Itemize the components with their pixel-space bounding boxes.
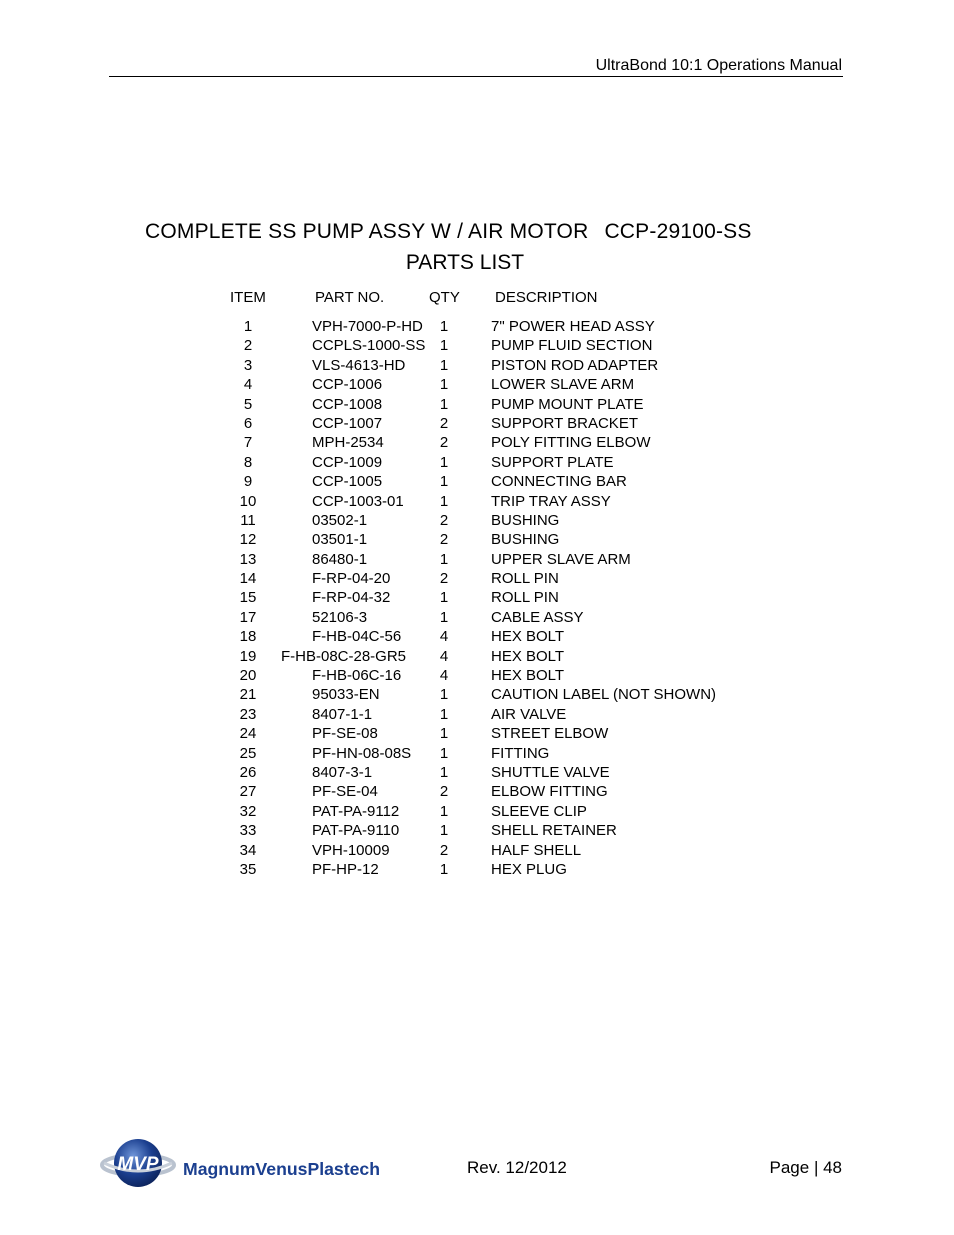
- item-cell: 24: [239, 725, 257, 743]
- description-cell: SHUTTLE VALVE: [491, 763, 610, 781]
- table-row: [0, 550, 954, 569]
- part-number-cell: 95033-EN: [312, 686, 380, 704]
- table-row: [0, 356, 954, 375]
- part-number-cell: 03502-1: [312, 511, 368, 529]
- item-cell: 26: [239, 763, 257, 781]
- qty-cell: 1: [439, 705, 449, 723]
- item-cell: 17: [239, 608, 257, 626]
- description-cell: ELBOW FITTING: [491, 783, 608, 801]
- item-cell: 11: [240, 511, 256, 529]
- assembly-name: COMPLETE SS PUMP ASSY W / AIR MOTOR: [145, 220, 589, 243]
- item-cell: 25: [239, 744, 257, 762]
- qty-cell: 2: [439, 414, 449, 432]
- description-cell: PUMP MOUNT PLATE: [491, 395, 644, 413]
- table-row: [0, 588, 954, 607]
- part-number-cell: 8407-1-1: [312, 705, 373, 723]
- part-number-cell: PF-SE-04: [312, 783, 378, 801]
- item-cell: 21: [239, 686, 257, 704]
- item-cell: 6: [243, 414, 253, 432]
- part-number-cell: 52106-3: [312, 608, 368, 626]
- part-number-cell: CCP-1006: [312, 376, 383, 394]
- qty-cell: 1: [439, 550, 449, 568]
- column-header-item: ITEM: [230, 289, 266, 306]
- column-header-qty: QTY: [429, 289, 460, 306]
- part-number-cell: MPH-2534: [312, 434, 384, 452]
- item-cell: 8: [243, 453, 253, 471]
- qty-cell: 1: [439, 860, 449, 878]
- magnum-venus-plastech-logo: [100, 1133, 390, 1195]
- description-cell: HEX BOLT: [491, 647, 565, 665]
- part-number-cell: CCP-1003-01: [312, 492, 404, 510]
- description-cell: PISTON ROD ADAPTER: [491, 356, 659, 374]
- table-row: [0, 782, 954, 801]
- table-row: [0, 530, 954, 549]
- item-cell: 15: [239, 589, 257, 607]
- qty-cell: 1: [439, 453, 449, 471]
- part-number-cell: F-RP-04-20: [312, 570, 391, 588]
- item-cell: 19: [239, 647, 257, 665]
- qty-cell: 1: [439, 337, 449, 355]
- description-cell: PUMP FLUID SECTION: [491, 337, 653, 355]
- item-cell: 10: [239, 492, 257, 510]
- description-cell: POLY FITTING ELBOW: [491, 434, 651, 452]
- item-cell: 32: [239, 802, 257, 820]
- qty-cell: 1: [439, 608, 449, 626]
- table-row: [0, 860, 954, 879]
- page-number: Page | 48: [769, 1158, 842, 1177]
- item-cell: 35: [239, 860, 257, 878]
- part-number-cell: 8407-3-1: [312, 763, 373, 781]
- header-rule: [109, 76, 843, 77]
- part-number-cell: PF-HN-08-08S: [312, 744, 412, 762]
- qty-cell: 1: [439, 492, 449, 510]
- item-cell: 33: [239, 822, 257, 840]
- description-cell: CONNECTING BAR: [491, 473, 627, 491]
- table-row: [0, 453, 954, 472]
- table-row: [0, 841, 954, 860]
- qty-cell: 1: [439, 802, 449, 820]
- description-cell: ROLL PIN: [491, 589, 559, 607]
- table-row: [0, 414, 954, 433]
- logo-company-name: MagnumVenusPlastech: [183, 1159, 380, 1179]
- part-number-cell: CCP-1005: [312, 473, 383, 491]
- part-number-cell: VLS-4613-HD: [312, 356, 406, 374]
- description-cell: BUSHING: [491, 531, 560, 549]
- qty-cell: 2: [439, 783, 449, 801]
- assembly-part-code: CCP-29100-SS: [604, 220, 752, 243]
- table-row: [0, 821, 954, 840]
- part-number-cell: PAT-PA-9110: [312, 822, 400, 840]
- qty-cell: 2: [439, 570, 449, 588]
- description-cell: STREET ELBOW: [491, 725, 609, 743]
- description-cell: LOWER SLAVE ARM: [491, 376, 635, 394]
- table-row: [0, 627, 954, 646]
- table-row: [0, 705, 954, 724]
- description-cell: FITTING: [491, 744, 550, 762]
- item-cell: 7: [243, 434, 253, 452]
- table-row: [0, 492, 954, 511]
- item-cell: 27: [239, 783, 257, 801]
- qty-cell: 1: [439, 395, 449, 413]
- table-row: [0, 472, 954, 491]
- item-cell: 12: [239, 531, 257, 549]
- qty-cell: 4: [439, 647, 449, 665]
- table-row: [0, 375, 954, 394]
- qty-cell: 1: [439, 356, 449, 374]
- description-cell: ROLL PIN: [491, 570, 559, 588]
- table-row: [0, 802, 954, 821]
- qty-cell: 2: [439, 531, 449, 549]
- table-row: [0, 317, 954, 336]
- description-cell: BUSHING: [491, 511, 560, 529]
- table-row: [0, 511, 954, 530]
- part-number-cell: 03501-1: [312, 531, 368, 549]
- description-cell: CABLE ASSY: [491, 608, 584, 626]
- description-cell: AIR VALVE: [491, 705, 567, 723]
- qty-cell: 1: [439, 318, 449, 335]
- manual-title: UltraBond 10:1 Operations Manual: [595, 57, 842, 74]
- part-number-cell: CCP-1007: [312, 414, 383, 432]
- table-row: [0, 763, 954, 782]
- part-number-cell: F-HB-04C-56: [312, 628, 402, 646]
- table-row: [0, 336, 954, 355]
- qty-cell: 2: [439, 434, 449, 452]
- part-number-cell: CCP-1008: [312, 395, 383, 413]
- description-cell: SUPPORT PLATE: [491, 453, 614, 471]
- assembly-title: [145, 220, 752, 244]
- part-number-cell: 86480-1: [312, 550, 368, 568]
- table-row: [0, 647, 954, 666]
- table-row: [0, 433, 954, 452]
- column-header-description: DESCRIPTION: [495, 289, 598, 306]
- part-number-cell: CCPLS-1000-SS: [312, 337, 426, 355]
- description-cell: SHELL RETAINER: [491, 822, 617, 840]
- parts-table-header: [0, 288, 954, 317]
- description-cell: HEX PLUG: [491, 860, 567, 878]
- item-cell: 34: [239, 841, 257, 859]
- description-cell: SLEEVE CLIP: [491, 802, 587, 820]
- revision-label: Rev. 12/2012: [467, 1158, 567, 1177]
- item-cell: 2: [243, 337, 253, 355]
- qty-cell: 1: [439, 763, 449, 781]
- description-cell: HEX BOLT: [491, 628, 565, 646]
- description-cell: UPPER SLAVE ARM: [491, 550, 631, 568]
- qty-cell: 1: [439, 744, 449, 762]
- part-number-cell: VPH-7000-P-HD: [312, 318, 423, 335]
- qty-cell: 1: [439, 473, 449, 491]
- part-number-cell: F-HB-06C-16: [312, 667, 402, 685]
- description-cell: HEX BOLT: [491, 667, 565, 685]
- qty-cell: 4: [439, 667, 449, 685]
- column-header-part-no: PART NO.: [315, 289, 385, 306]
- table-row: [0, 744, 954, 763]
- qty-cell: 1: [439, 725, 449, 743]
- parts-list-heading: PARTS LIST: [405, 251, 525, 274]
- table-row: [0, 395, 954, 414]
- description-cell: SUPPORT BRACKET: [491, 414, 638, 432]
- qty-cell: 4: [439, 628, 449, 646]
- item-cell: 3: [243, 356, 253, 374]
- description-cell: HALF SHELL: [491, 841, 582, 859]
- part-number-cell: PF-SE-08: [312, 725, 378, 743]
- item-cell: 1: [243, 318, 253, 335]
- item-cell: 20: [239, 667, 257, 685]
- qty-cell: 2: [439, 841, 449, 859]
- part-number-cell: PAT-PA-9112: [312, 802, 400, 820]
- description-cell: 7" POWER HEAD ASSY: [491, 318, 655, 335]
- table-row: [0, 608, 954, 627]
- logo-badge-text: MVP: [117, 1154, 159, 1175]
- part-number-cell: F-RP-04-32: [312, 589, 391, 607]
- item-cell: 4: [243, 376, 253, 394]
- item-cell: 9: [243, 473, 253, 491]
- item-cell: 18: [239, 628, 257, 646]
- qty-cell: 1: [439, 376, 449, 394]
- qty-cell: 1: [439, 589, 449, 607]
- table-row: [0, 685, 954, 704]
- qty-cell: 2: [439, 511, 449, 529]
- parts-table: [0, 288, 954, 879]
- item-cell: 14: [239, 570, 257, 588]
- part-number-cell: PF-HP-12: [312, 860, 379, 878]
- item-cell: 23: [239, 705, 257, 723]
- part-number-cell: CCP-1009: [312, 453, 383, 471]
- part-number-cell: F-HB-08C-28-GR5: [281, 647, 407, 665]
- item-cell: 13: [239, 550, 257, 568]
- qty-cell: 1: [439, 822, 449, 840]
- description-cell: CAUTION LABEL (NOT SHOWN): [491, 686, 717, 704]
- qty-cell: 1: [439, 686, 449, 704]
- table-row: [0, 666, 954, 685]
- item-cell: 5: [243, 395, 253, 413]
- description-cell: TRIP TRAY ASSY: [491, 492, 611, 510]
- part-number-cell: VPH-10009: [312, 841, 390, 859]
- table-row: [0, 724, 954, 743]
- table-row: [0, 569, 954, 588]
